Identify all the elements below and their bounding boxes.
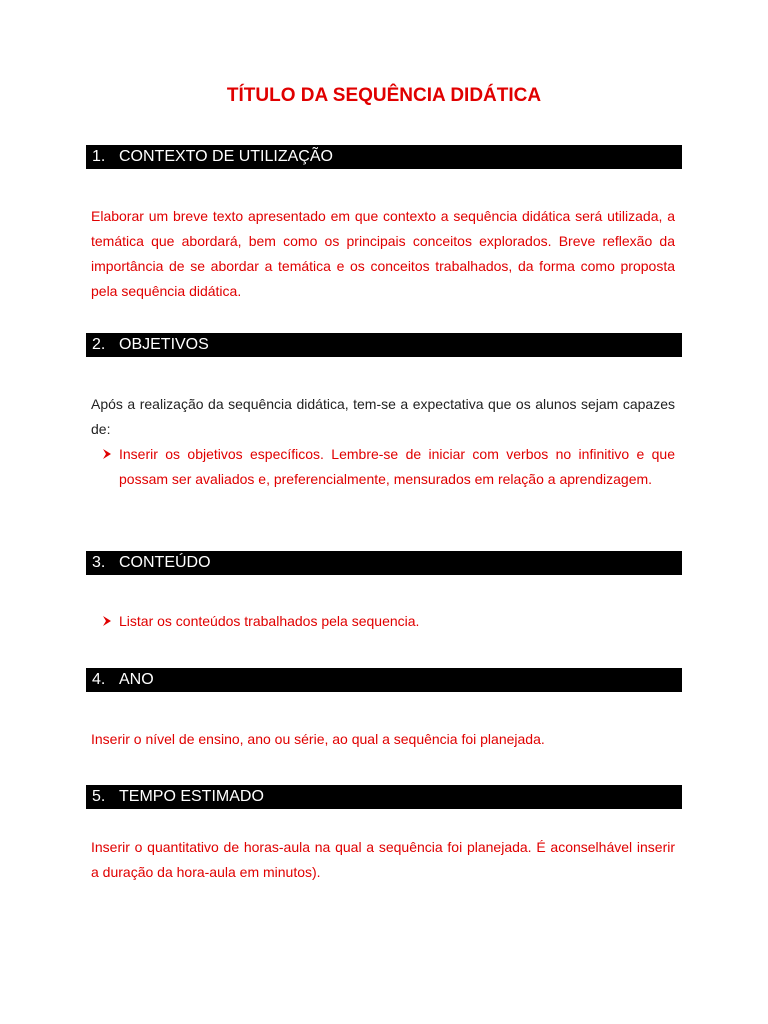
bullet-item-objetivos [101,442,675,492]
section-header-contexto [86,145,682,169]
bullet-text: Listar os conteúdos trabalhados pela sequencia. [119,613,420,629]
arrowhead-bullet-icon [101,448,113,460]
bullet-text: Inserir os objetivos específicos. Lembre-se de iniciar com verbos no infinitivo e que possam ser avaliados e, preferencialmente, mensurados em relação a aprendizagem. [119,446,675,487]
section-number: 2. [92,336,106,353]
section-body-tempo-estimado: Inserir o quantitativo de horas-aula na qual a sequência foi planejada. É aconselhável inserir a duração da hora-aula em minutos). [91,839,675,880]
section-number: 1. [92,148,106,165]
document-title: TÍTULO DA SEQUÊNCIA DIDÁTICA [226,85,542,106]
section-heading: TEMPO ESTIMADO [119,788,264,805]
section-heading: ANO [119,671,154,688]
section-heading: CONTEÚDO [119,554,211,571]
section-body-contexto: Elaborar um breve texto apresentado em que contexto a sequência didática será utilizada, a temática que abordará, bem como os principais conceitos explorados. Breve reflexão da importância de se abordar a temática e os conceitos trabalhados, da forma como proposta pela sequência didática. [91,208,675,299]
section-header-objetivos [86,333,682,357]
arrowhead-bullet-icon [101,615,113,627]
section-number: 3. [92,554,106,571]
section-intro-objetivos: Após a realização da sequência didática, tem-se a expectativa que os alunos sejam capazes de: [91,396,675,437]
section-body-ano: Inserir o nível de ensino, ano ou série, ao qual a sequência foi planejada. [91,731,545,747]
section-heading: CONTEXTO DE UTILIZAÇÃO [119,148,333,165]
section-number: 4. [92,671,106,688]
section-header-conteudo [86,551,682,575]
section-number: 5. [92,788,106,805]
section-header-ano [86,668,682,692]
section-header-tempo-estimado [86,785,682,809]
bullet-item-conteudo [101,609,675,634]
section-heading: OBJETIVOS [119,336,209,353]
